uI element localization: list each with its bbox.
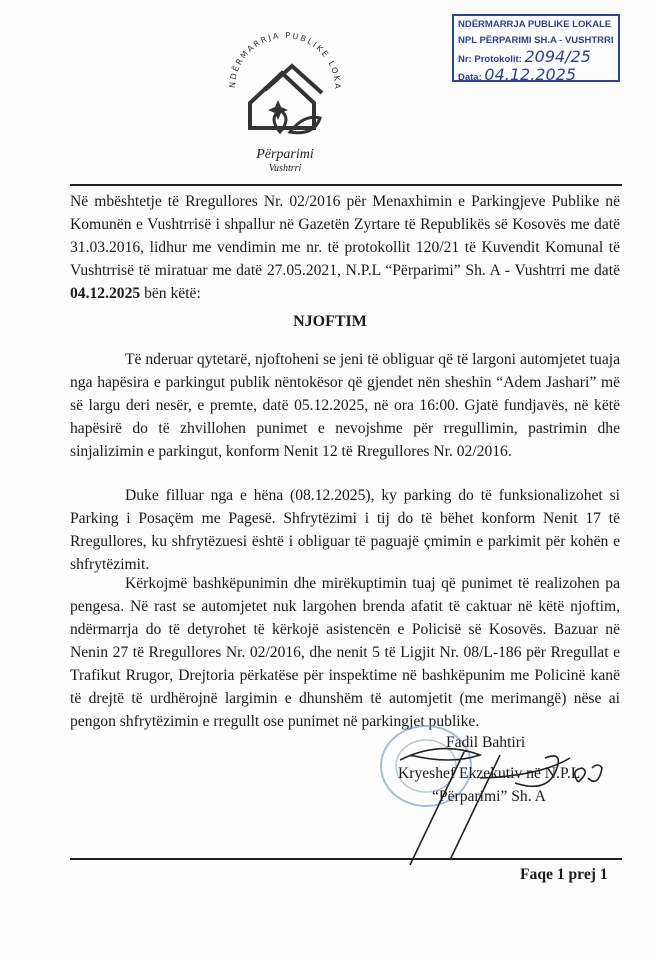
handwritten-signature-icon: [380, 730, 620, 870]
body-paragraph: Kërkojmë bashkëpunimin dhe mirëkuptimin tuaj që punimet të realizohen pa pengesa. Në rast se automjetet nuk largohen brenda afatit të caktuar në këtë njoftim, ndërmarrja do të detyrohet të kërkojë asistencën e Policisë së Kosovës. Bazuar në Nenin 27 të Rregullores Nr. 02/2016, dhe nenit 5 të Ligjit Nr. 08/L-186 për Rregullat e Trafikut Rrugor, Drejtoria përkatëse për inspektime në bashkëpunim me Policinë kanë të drejtë të urdhërojnë largimin e dhunshëm të automjetit (me merimangë) nëse ai pengon shfrytëzimin e rregullt ose punimet në parkingjet publike.: [70, 575, 620, 730]
intro-date: 04.12.2025: [70, 285, 141, 302]
protocol-stamp: [452, 14, 620, 82]
signer-name: Fadil Bahtiri: [446, 734, 526, 751]
company-logo: [220, 28, 350, 178]
signer-role: Kryeshef Ekzekutiv në N.P.L: [398, 765, 581, 782]
footer-divider: [70, 858, 622, 860]
house-leaf-logo-icon: [220, 28, 350, 148]
stamp-value: 2094/25: [524, 47, 591, 66]
stamp-line: NDËRMARRJA PUBLIKE LOKALE: [458, 19, 612, 30]
logo-name: Përparimi: [256, 147, 314, 162]
stamp-date: [458, 67, 614, 85]
stamp-label: Data:: [458, 72, 482, 83]
intro-text: Në mbështetje të Rregullores Nr. 02/2016 për Menaxhimin e Parkingjeve Publike në Komunën e Vushtrrisë i shpallur në Gazetën Zyrtare të Republikës së Kosovës me datë 31.03.2016, lidhur me vendimin me nr. të protokollit 120/21 të Kuvendit Komunal të Vushtrrisë të miratuar me datë 27.05.2021, N.P.L “Përparimi” Sh. A - Vushtrri me datë: [70, 193, 620, 279]
body-paragraph: Të nderuar qytetarë, njoftoheni se jeni të obliguar që të largoni automjetet tuaja nga hapësira e parkingut publik nëntokësor që gjendet nën sheshin “Adem Jashari” më së largu deri nesër, e premte, datë 05.12.2025, në ora 16:00. Gjatë fundjavës, në këtë hapësirë do të zhvillohen punimet e nevojshme për rregullimin, pastrimin dhe sinjalizimin e parkingut, konform Nenit 12 të Rregullores Nr. 02/2016.: [70, 351, 620, 460]
stamp-line: NPL PËRPARIMI SH.A - VUSHTRRI: [458, 35, 614, 46]
signer-org: “Përparimi” Sh. A: [432, 788, 546, 805]
intro-end: bën këtë:: [140, 285, 201, 302]
svg-text:NDËRMARRJA PUBLIKE LOKALE: NDËRMARRJA PUBLIKE LOKA: [227, 30, 343, 91]
stamp-label: Nr: Protokolit:: [458, 54, 522, 65]
logo-city: Vushtrri: [268, 163, 302, 174]
body-paragraph: Duke filluar nga e hëna (08.12.2025), ky parking do të funksionalizohet si Parking i Posaçëm me Pagesë. Shfrytëzimi i tij do të bëhet konform Nenit 17 të Rregullores, ku shfrytëzuesi është i obliguar të paguajë çmimin e parkimit për kohën e shfrytëzimit.: [70, 487, 620, 573]
page-number: Faqe 1 prej 1: [520, 866, 608, 883]
notice-title: NJOFTIM: [293, 313, 367, 330]
header-divider: [70, 184, 622, 186]
intro-paragraph: [70, 190, 620, 305]
stamp-value: 04.12.2025: [484, 65, 577, 84]
